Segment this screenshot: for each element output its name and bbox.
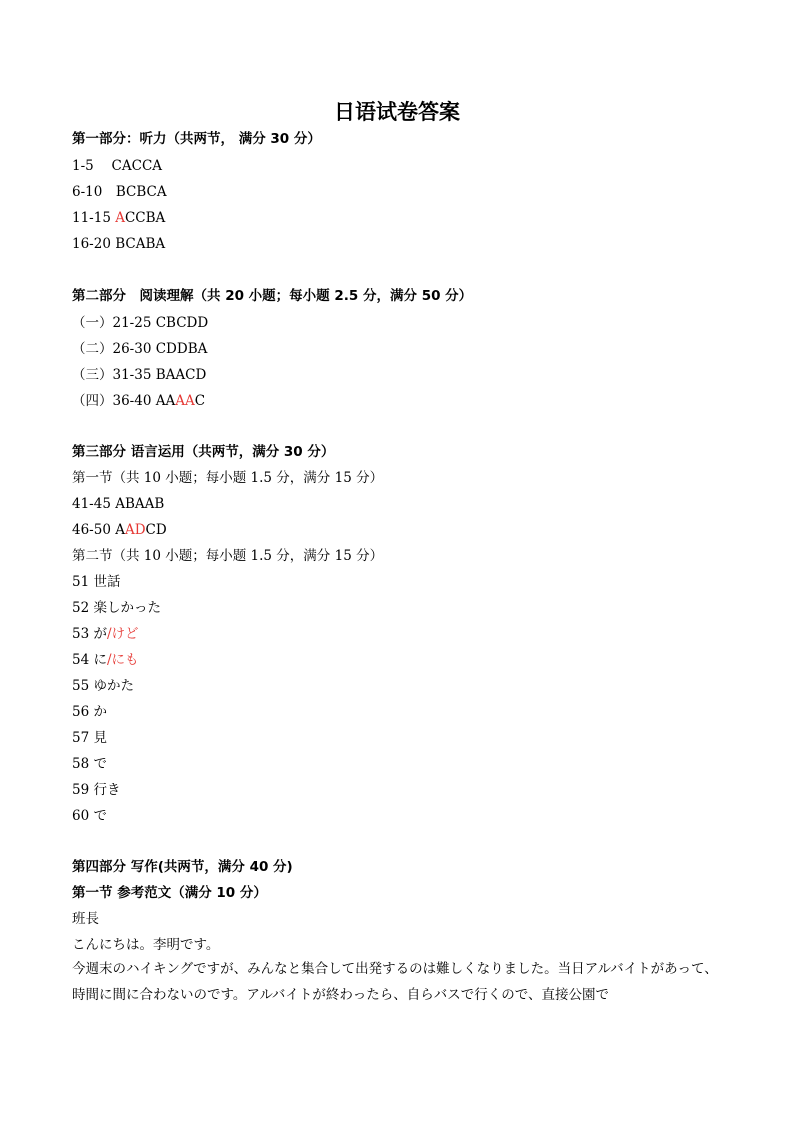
fill-answer: 60 で: [72, 808, 107, 824]
section-heading: 第一节 参考范文（满分 10 分）: [72, 885, 267, 901]
part1-heading: 第一部分：听力（共两节， 满分 30 分）: [72, 131, 321, 147]
fill-answer: 54 に/にも: [72, 652, 139, 668]
part4-heading: 第四部分 写作(共两节，满分 40 分): [72, 859, 293, 875]
answer-row: 11-15 ACCBA: [72, 210, 166, 226]
answer-row: 6-10 BCBCA: [72, 184, 167, 200]
answer-row: （四）36-40 AAAAC: [72, 393, 206, 409]
fill-answer: 52 楽しかった: [72, 600, 161, 616]
section-heading: 第一节（共 10 小题；每小题 1.5 分，满分 15 分）: [72, 470, 384, 486]
answer-row: （三）31-35 BAACD: [72, 367, 207, 383]
letter-greeting: こんにちは。李明です。: [72, 937, 220, 953]
letter-body: 今週末のハイキングですが、みんなと集合して出発するのは難しくなりました。当日アルバイトがあって、時間に間に合わないのです。アルバイトが終わったら、自らバスで行くので、直接公園で: [72, 961, 718, 1003]
fill-answer: 56 か: [72, 704, 107, 720]
letter-salutation: 班長: [72, 911, 99, 927]
section-heading: 第二节（共 10 小题；每小题 1.5 分，满分 15 分）: [72, 548, 384, 564]
part2-heading: 第二部分 阅读理解（共 20 小题；每小题 2.5 分，满分 50 分）: [72, 288, 473, 304]
fill-answer: 53 が/けど: [72, 626, 139, 642]
answer-row: （一）21-25 CBCDD: [72, 315, 209, 331]
fill-answer: 58 で: [72, 756, 107, 772]
fill-answer: 51 世話: [72, 574, 121, 590]
answer-row: 1-5 CACCA: [72, 158, 163, 174]
page-title: 日语试卷答案: [334, 100, 460, 124]
answer-row: 46-50 AADCD: [72, 522, 167, 538]
answer-row: 41-45 ABAAB: [72, 496, 165, 512]
fill-answer: 57 見: [72, 730, 107, 746]
part3-heading: 第三部分 语言运用（共两节，满分 30 分）: [72, 444, 335, 460]
fill-answer: 55 ゆかた: [72, 678, 134, 694]
answer-row: 16-20 BCABA: [72, 236, 166, 252]
answer-row: （二）26-30 CDDBA: [72, 341, 208, 357]
fill-answer: 59 行き: [72, 782, 121, 798]
